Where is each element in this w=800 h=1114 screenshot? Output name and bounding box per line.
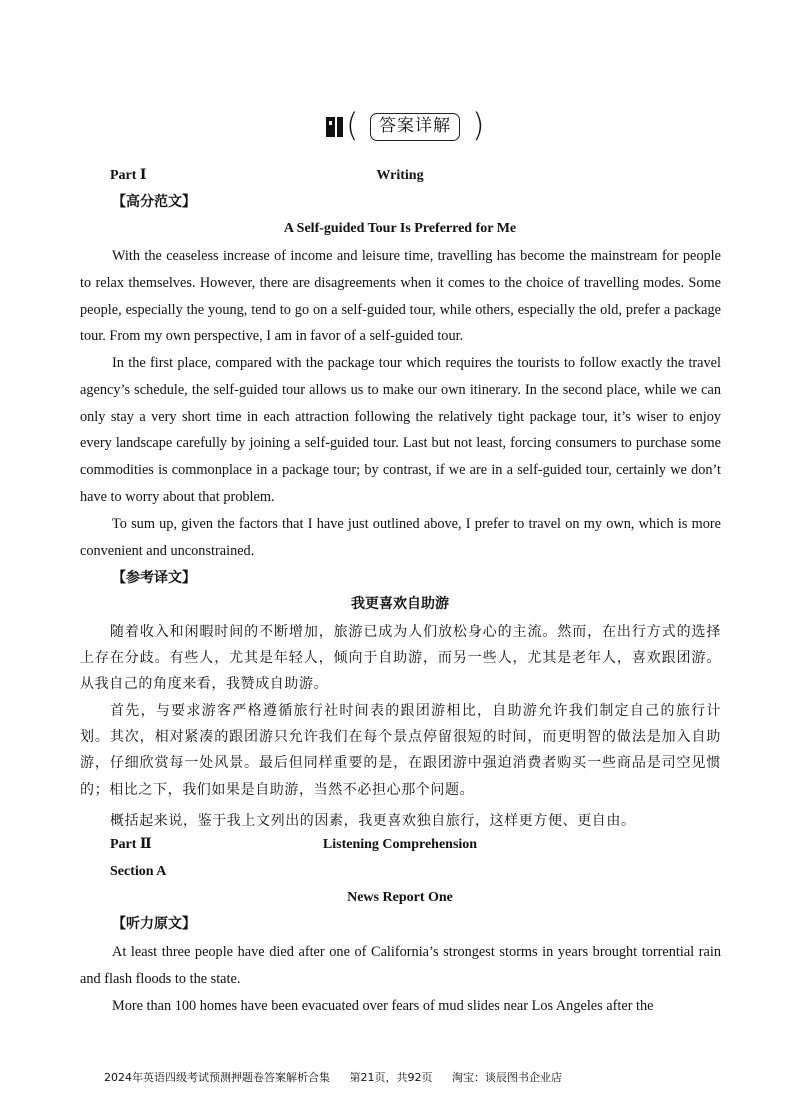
essay-paragraph-3: To sum up, given the factors that I have just outlined above, I prefer to travel on my own, which is more convenient and unconstrained. xyxy=(80,516,721,559)
translation-tag: 【参考译文】 xyxy=(112,570,196,586)
answer-details-header xyxy=(324,108,494,146)
listening-script-tag: 【听力原文】 xyxy=(112,916,196,932)
page-footer xyxy=(104,1070,578,1086)
part1-label: Part Ⅰ xyxy=(110,168,147,183)
news-paragraph-2: More than 100 homes have been evacuated over fears of mud slides near Los Angeles after the xyxy=(112,998,654,1014)
footer-title: 2024年英语四级考试预测押题卷答案解析合集 xyxy=(104,1071,330,1084)
translation-paragraph-1: 随着收入和闲暇时间的不断增加，旅游已成为人们放松身心的主流。然而，在出行方式的选择上存在分歧。有些人，尤其是年轻人，倾向于自助游，而另一些人，尤其是老年人，喜欢跟团游。从我自己的角度来看，我赞成自助游。 xyxy=(80,624,721,693)
translation-title: 我更喜欢自助游 xyxy=(351,596,449,612)
footer-page-number: 第21页，共92页 xyxy=(349,1071,433,1084)
news-report-title: News Report One xyxy=(347,890,453,905)
translation-paragraph-2: 首先，与要求游客严格遵循旅行社时间表的跟团游相比，自助游允许我们制定自己的旅行计划。其次，相对紧凑的跟团游只允许我们在每个景点停留很短的时间，而更明智的做法是加入自助游，仔细欣赏每一处风景。最后但同样重要的是，在跟团游中强迫消费者购买一些商品是司空见惯的；相比之下，我们如果是自助游，当然不必担心那个问题。 xyxy=(80,703,721,798)
section-label: Section A xyxy=(110,864,167,879)
news-paragraph-1: At least three people have died after one of California’s strongest storms in years brought torrential rain and flash floods to the state. xyxy=(80,944,721,987)
part2-title: Listening Comprehension xyxy=(322,837,478,852)
essay-paragraph-2: In the first place, compared with the package tour which requires the tourists to follow exactly the travel agency’s schedule, the self-guided tour allows us to make our own itinerary. In the second place, while we can only stay a very short time in each attraction following the relatively tight package tour, it’s wiser to enjoy every landscape carefully by joining a self-guided tour. Last but not least, forcing consumers to purchase some commodities is commonplace in a package tour; by contrast, if we are in a self-guided tour, certainly we don’t have to worry about that problem. xyxy=(80,355,721,505)
translation-paragraph-3: 概括起来说，鉴于我上文列出的因素，我更喜欢独自旅行，这样更方便、更自由。 xyxy=(110,813,636,829)
part1-title: Writing xyxy=(376,168,424,183)
answer-header-mark-icon xyxy=(324,114,348,140)
model-essay-tag: 【高分范文】 xyxy=(112,194,196,210)
right-bracket: ) xyxy=(472,106,485,144)
essay-paragraph-1: With the ceaseless increase of income and leisure time, travelling has become the mainstream for people to relax themselves. However, there are disagreements when it comes to the choice of travelling modes. Some people, especially the young, tend to go on a self-guided tour, while others, especially the old, prefer a package tour. From my own perspective, I am in favor of a self-guided tour. xyxy=(80,248,721,345)
footer-shop: 淘宝：谈辰图书企业店 xyxy=(452,1071,562,1084)
answer-details-label: 答案详解 xyxy=(370,113,460,141)
model-essay-title: A Self-guided Tour Is Preferred for Me xyxy=(283,221,517,236)
left-bracket: ( xyxy=(346,106,359,144)
part2-label: Part Ⅱ xyxy=(110,837,152,852)
